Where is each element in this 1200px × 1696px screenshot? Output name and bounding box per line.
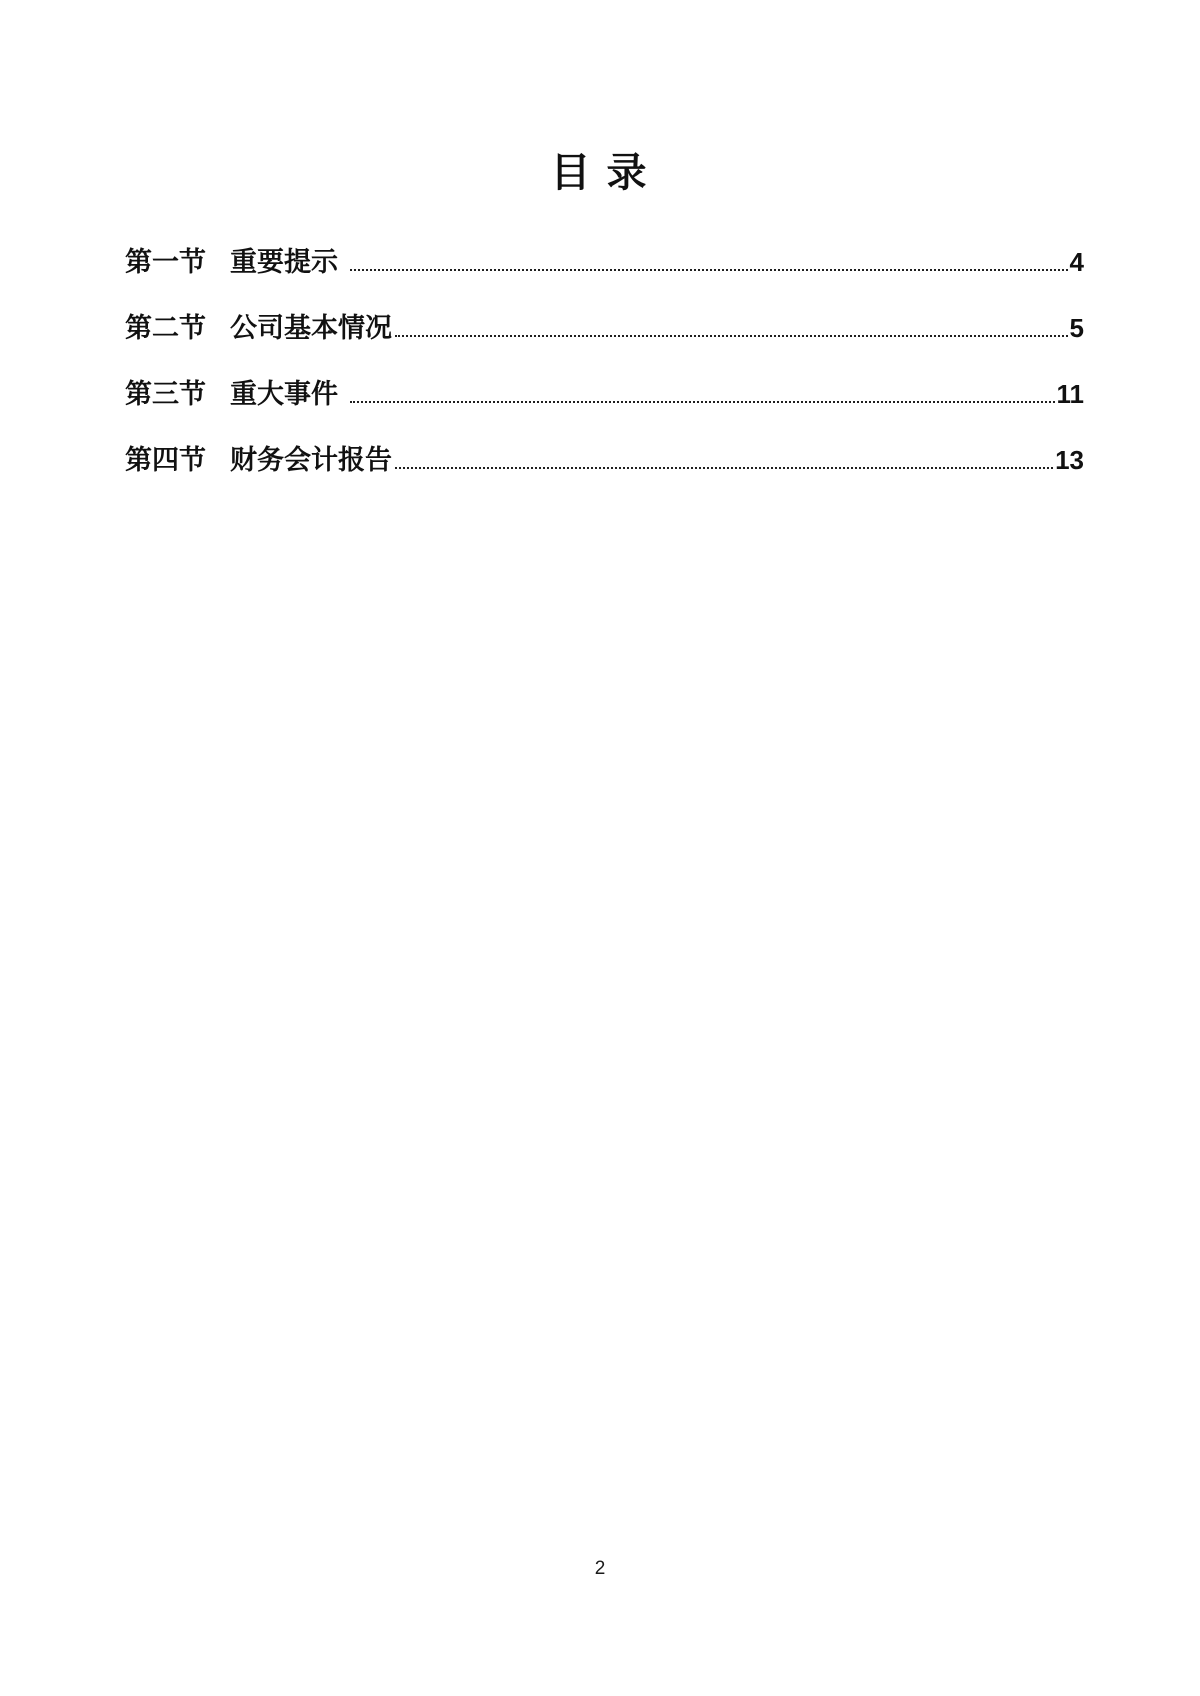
table-of-contents <box>125 246 1084 477</box>
page-title: 目 录 <box>550 150 650 195</box>
toc-section-label: 第二节 <box>125 313 206 343</box>
toc-entry-title: 重大事件 <box>230 379 338 409</box>
toc-page-number: 13 <box>1055 445 1084 475</box>
toc-page-number: 5 <box>1069 313 1084 343</box>
page-footer <box>0 1559 1200 1578</box>
toc-entry-title: 公司基本情况 <box>230 313 392 343</box>
toc-section-label: 第四节 <box>125 445 206 475</box>
toc-section-label: 第三节 <box>125 379 206 409</box>
toc-page-number: 4 <box>1069 247 1084 277</box>
toc-section-label: 第一节 <box>125 247 206 277</box>
toc-entry <box>125 246 1084 279</box>
dot-leader <box>350 401 1055 403</box>
toc-entry <box>125 378 1084 411</box>
toc-entry <box>125 444 1084 477</box>
toc-entry-title: 财务会计报告 <box>230 445 392 475</box>
footer-page-number: 2 <box>594 1558 606 1579</box>
dot-leader <box>395 467 1053 469</box>
dot-leader <box>350 269 1068 271</box>
toc-page-number: 11 <box>1056 379 1084 409</box>
dot-leader <box>395 335 1068 337</box>
toc-entry-title: 重要提示 <box>230 247 338 277</box>
toc-entry <box>125 312 1084 345</box>
